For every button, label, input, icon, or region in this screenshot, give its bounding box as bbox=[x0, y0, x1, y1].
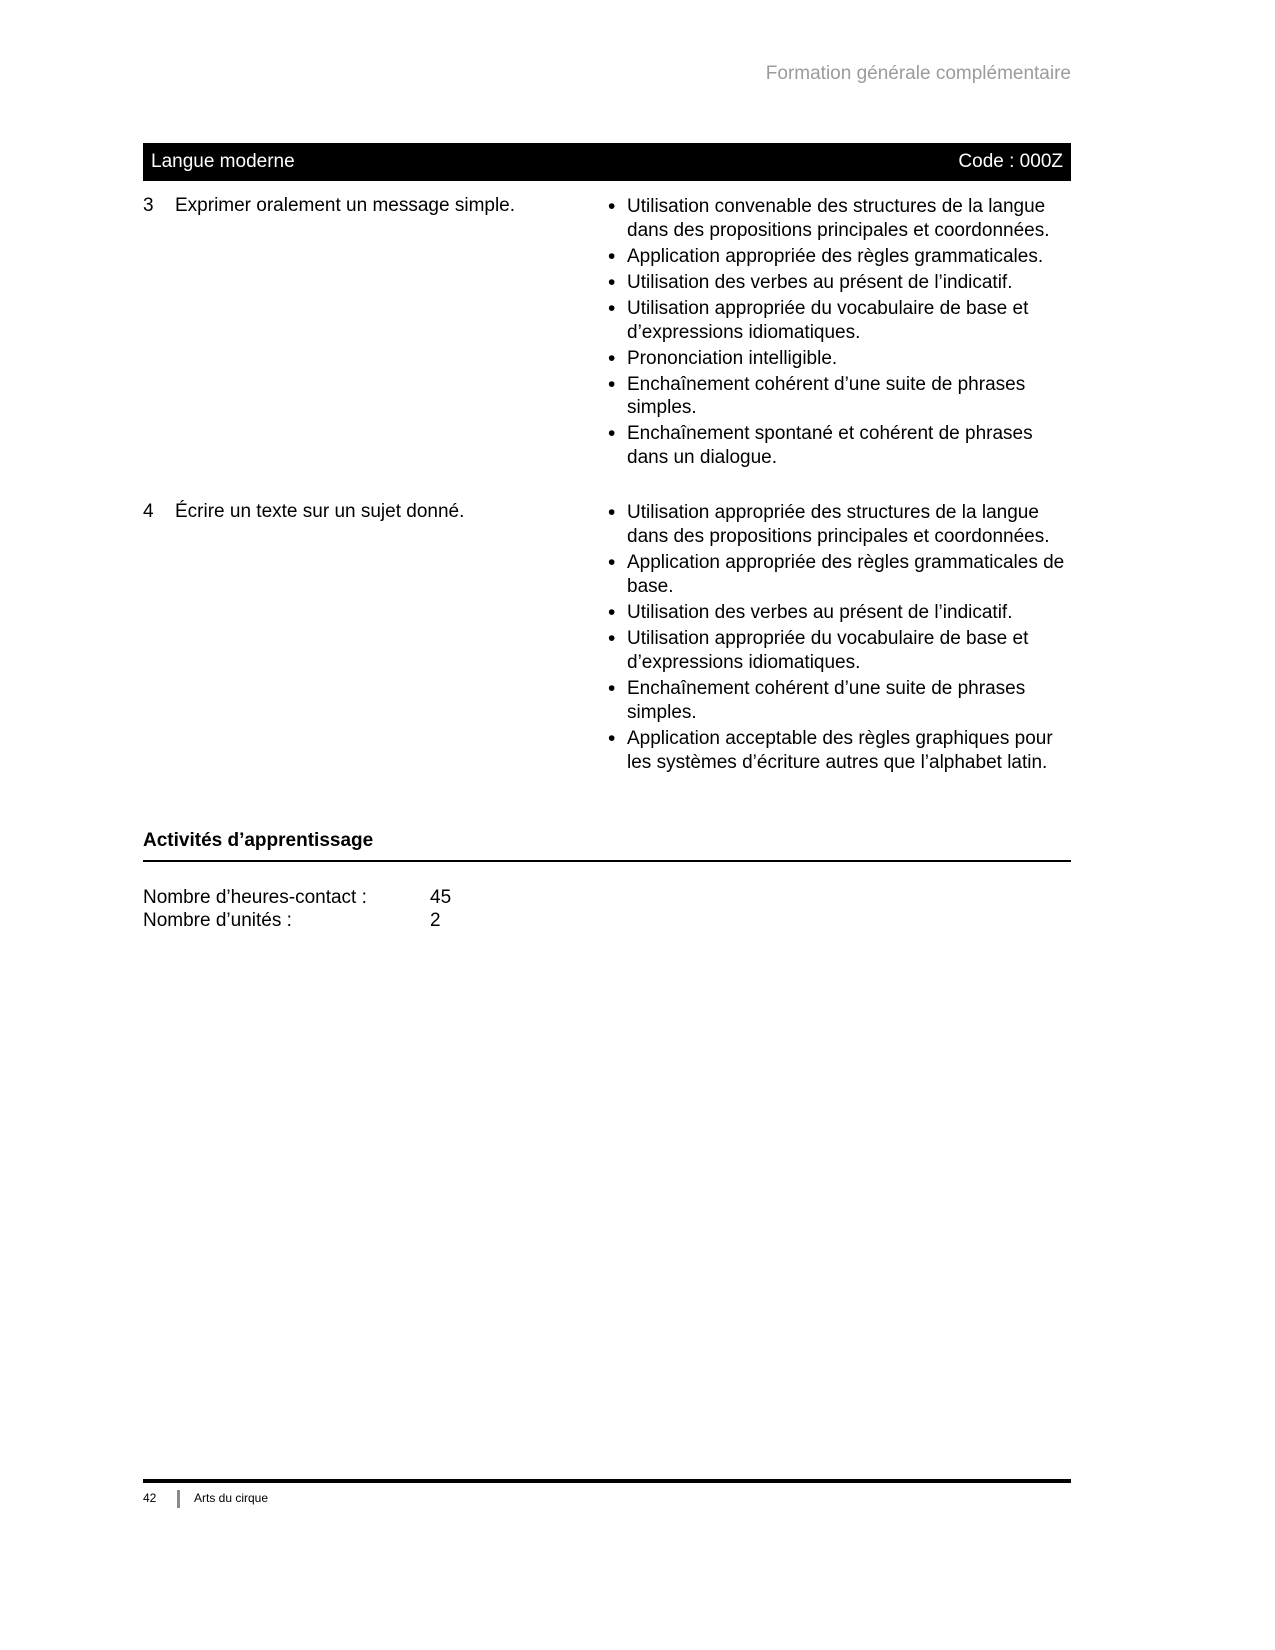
criteria-list bbox=[605, 194, 1071, 472]
criterion-item: • Enchaînement cohérent d’une suite de phrases simples. bbox=[605, 677, 1071, 725]
criterion-item: • Application acceptable des règles graphiques pour les systèmes d’écriture autres que l’alphabet latin. bbox=[605, 727, 1071, 775]
criterion-item: • Utilisation des verbes au présent de l’indicatif. bbox=[605, 601, 1071, 625]
info-label: Nombre d’heures-contact : bbox=[143, 886, 367, 908]
objective-text: Exprimer oralement un message simple. bbox=[175, 194, 516, 216]
activities-heading: Activités d’apprentissage bbox=[143, 829, 1071, 862]
criterion-item: • Utilisation des verbes au présent de l’indicatif. bbox=[605, 271, 1071, 295]
course-title-bar bbox=[143, 143, 1071, 181]
course-code: Code : 000Z bbox=[958, 150, 1063, 172]
page-footer bbox=[143, 1479, 1071, 1508]
objective-number: 3 bbox=[143, 194, 154, 216]
info-value: 45 bbox=[430, 886, 452, 908]
info-label: Nombre d’unités : bbox=[143, 910, 292, 932]
criterion-item: • Utilisation appropriée des structures de la langue dans des propositions principales et coordonnées. bbox=[605, 501, 1071, 549]
footer-divider bbox=[177, 1490, 180, 1508]
objective-row-4 bbox=[143, 500, 1071, 776]
running-header: Formation générale complémentaire bbox=[765, 63, 1071, 84]
info-row-units bbox=[143, 909, 1071, 933]
criterion-item: • Utilisation convenable des structures de la langue dans des propositions principales et coordonnées. bbox=[605, 195, 1071, 243]
info-value: 2 bbox=[430, 910, 441, 932]
objective-statement bbox=[143, 194, 605, 472]
criteria-list bbox=[605, 500, 1071, 776]
course-title: Langue moderne bbox=[151, 150, 295, 172]
objective-text: Écrire un texte sur un sujet donné. bbox=[175, 501, 465, 523]
criterion-item: • Prononciation intelligible. bbox=[605, 347, 1071, 371]
footer-content bbox=[143, 1490, 1071, 1508]
objective-row-3 bbox=[143, 194, 1071, 472]
objective-statement bbox=[143, 500, 605, 776]
objective-number: 4 bbox=[143, 501, 154, 523]
footer-section-label: Arts du cirque bbox=[194, 1491, 269, 1506]
page-number: 42 bbox=[143, 1491, 157, 1506]
criterion-item: • Enchaînement spontané et cohérent de phrases dans un dialogue. bbox=[605, 422, 1071, 470]
activities-info bbox=[143, 886, 1071, 934]
criterion-item: • Utilisation appropriée du vocabulaire de base et d’expressions idiomatiques. bbox=[605, 627, 1071, 675]
criterion-item: • Utilisation appropriée du vocabulaire de base et d’expressions idiomatiques. bbox=[605, 297, 1071, 345]
criterion-item: • Enchaînement cohérent d’une suite de phrases simples. bbox=[605, 373, 1071, 421]
criterion-item: • Application appropriée des règles grammaticales de base. bbox=[605, 551, 1071, 599]
info-row-hours bbox=[143, 886, 1071, 910]
criterion-item: • Application appropriée des règles grammaticales. bbox=[605, 245, 1071, 269]
